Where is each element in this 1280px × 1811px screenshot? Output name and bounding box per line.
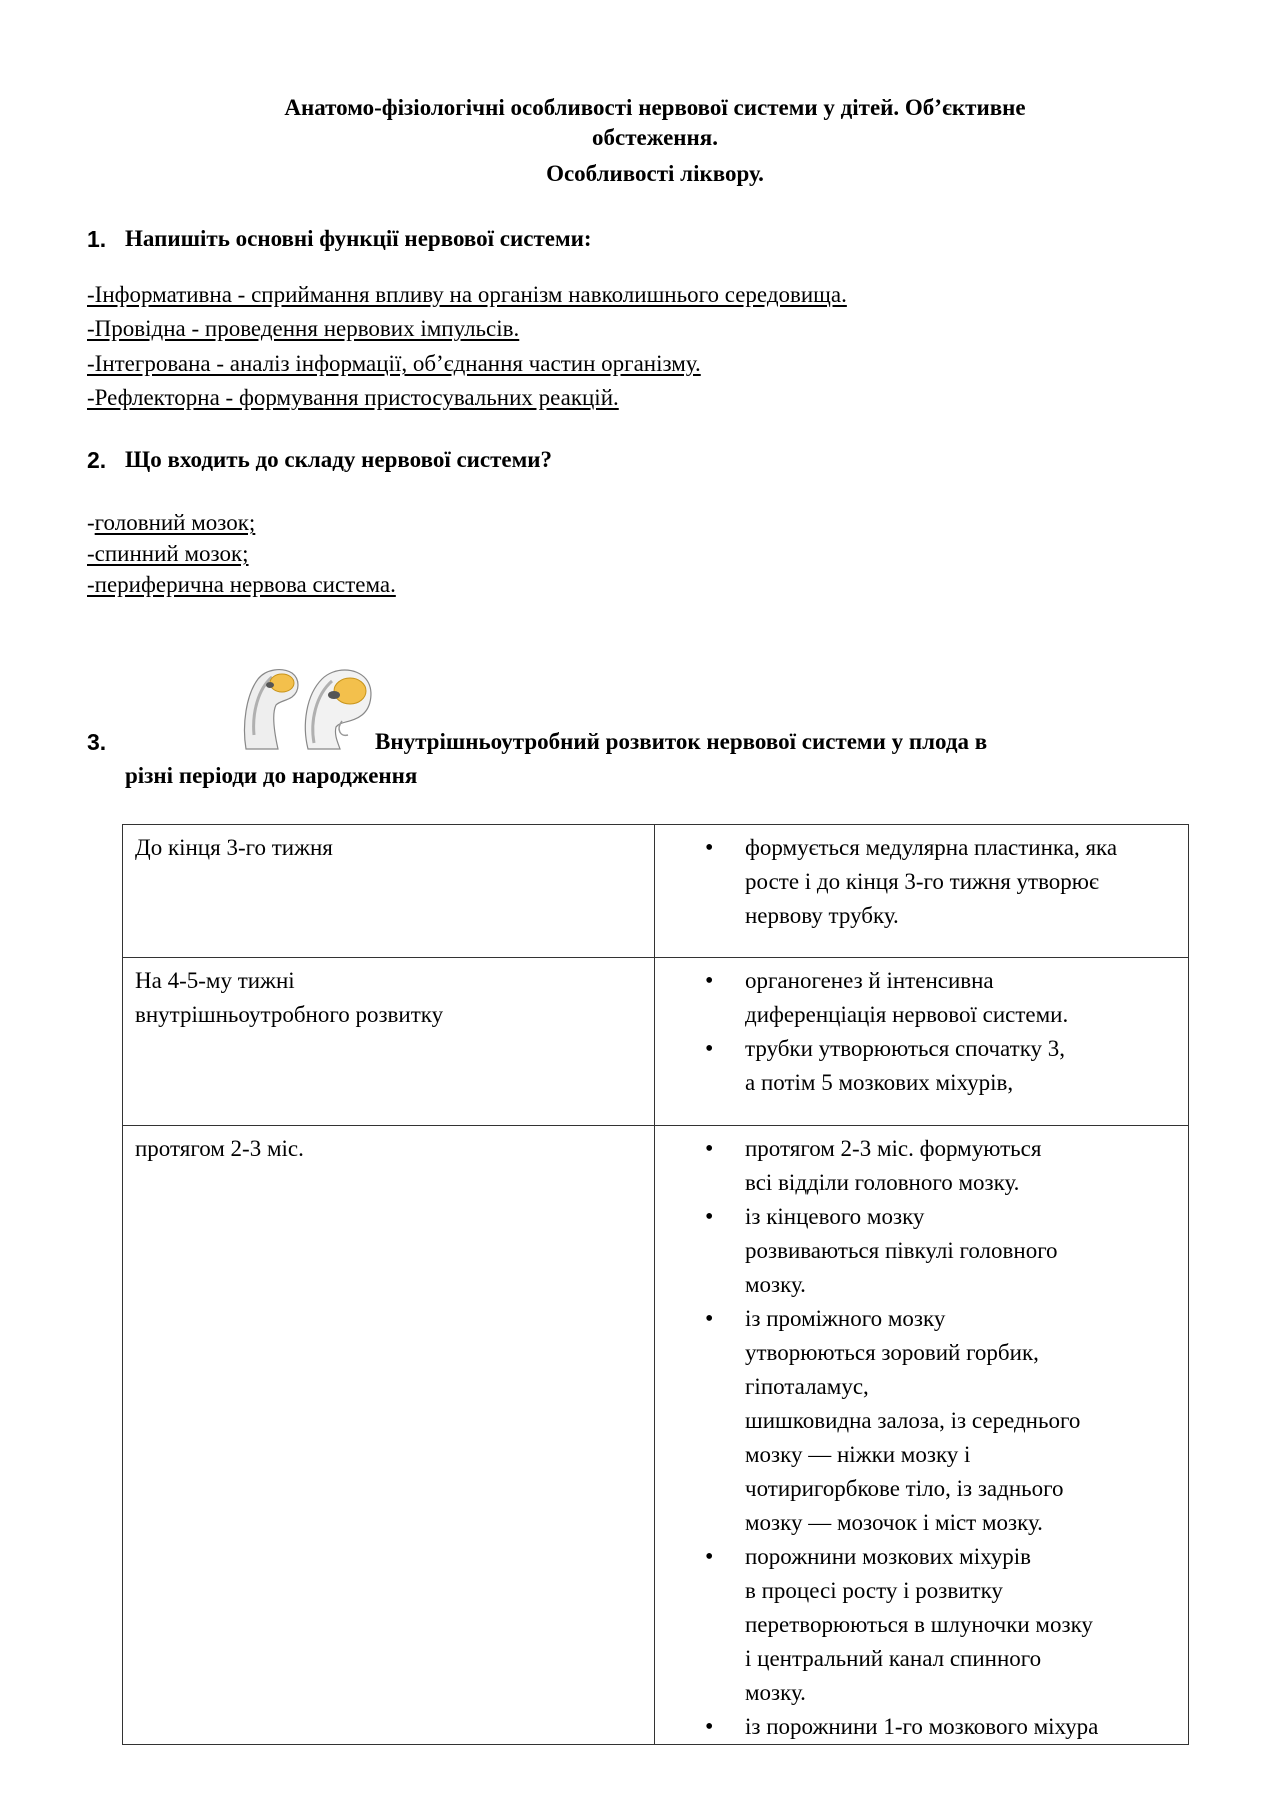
fetus-embryo-illustration-icon (240, 665, 375, 751)
list-item: • трубки утворюються спочатку 3, а потім 5 мозкових міхурів, (655, 1032, 1178, 1100)
q1-answer-2: -Провідна - проведення нервових імпульсів. (87, 316, 520, 341)
question-1-number: 1. (87, 226, 107, 252)
description-cell (655, 825, 1189, 958)
list-item: • із проміжного мозку утворюються зоровий горбик, гіпоталамус, шишковидна залоза, із середнього мозку — ніжки мозку і чотиригорбкове тіло, із заднього мозку — мозочок і міст мозку. (655, 1302, 1178, 1540)
question-2-number: 2. (87, 447, 107, 473)
q1-answer-3: -Інтегрована - аналіз інформації, об’єднання частин організму. (87, 351, 701, 376)
list-item: • формується медулярна пластинка, яка росте і до кінця 3-го тижня утворює нервову трубку. (655, 831, 1178, 933)
title-line-3: Особливості ліквору. (546, 161, 764, 186)
title-line-1: Анатомо-фізіологічні особливості нервової системи у дітей. Об’єктивне (284, 95, 1026, 120)
q2-answer-2 (87, 541, 249, 567)
q2-answer-2-text: -спинний мозок; (87, 541, 249, 566)
q1-answer-1: -Інформативна - сприймання впливу на організм навколишнього середовища. (87, 282, 847, 307)
question-3-number: 3. (87, 729, 107, 755)
question-3-text-line-1: Внутрішньоутробний розвиток нервової системи у плода в (375, 729, 988, 754)
description-cell (655, 1126, 1189, 1745)
q2-answer-3-text: -периферична нервова система. (87, 572, 396, 597)
q2-answer-3 (87, 572, 396, 598)
question-3-text-line-2: різні періоди до народження (125, 763, 418, 788)
q2-answer-1-text: головний мозок; (94, 510, 256, 535)
list-item: • органогенез й інтенсивна диференціація нервової системи. (655, 964, 1178, 1032)
period-cell: На 4-5-му тижні внутрішньоутробного розвитку (123, 958, 655, 1126)
q2-answer-1-dash: - (87, 510, 95, 535)
description-cell (655, 958, 1189, 1126)
list-item: • із кінцевого мозку розвиваються півкулі головного мозку. (655, 1200, 1178, 1302)
title-line-2: обстеження. (592, 125, 718, 150)
table-row (123, 1126, 1189, 1745)
question-2-text: Що входить до складу нервової системи? (125, 447, 553, 472)
question-1-text: Напишіть основні функції нервової системи: (125, 226, 592, 251)
fetal-development-table (122, 824, 1189, 1745)
period-cell: протягом 2-3 міс. (123, 1126, 655, 1745)
period-cell: До кінця 3-го тижня (123, 825, 655, 958)
table-row (123, 958, 1189, 1126)
table-row (123, 825, 1189, 958)
page-title (150, 93, 1160, 189)
list-item: • протягом 2-3 міс. формуються всі відділи головного мозку. (655, 1132, 1178, 1200)
q1-answer-4: -Рефлекторна - формування пристосувальних реакцій. (87, 385, 619, 410)
list-item: • із порожнини 1-го мозкового міхура (655, 1710, 1178, 1744)
list-item: • порожнини мозкових міхурів в процесі росту і розвитку перетворюються в шлуночки мозку і центральний канал спинного мозку. (655, 1540, 1178, 1710)
q2-answer-1 (87, 510, 255, 536)
